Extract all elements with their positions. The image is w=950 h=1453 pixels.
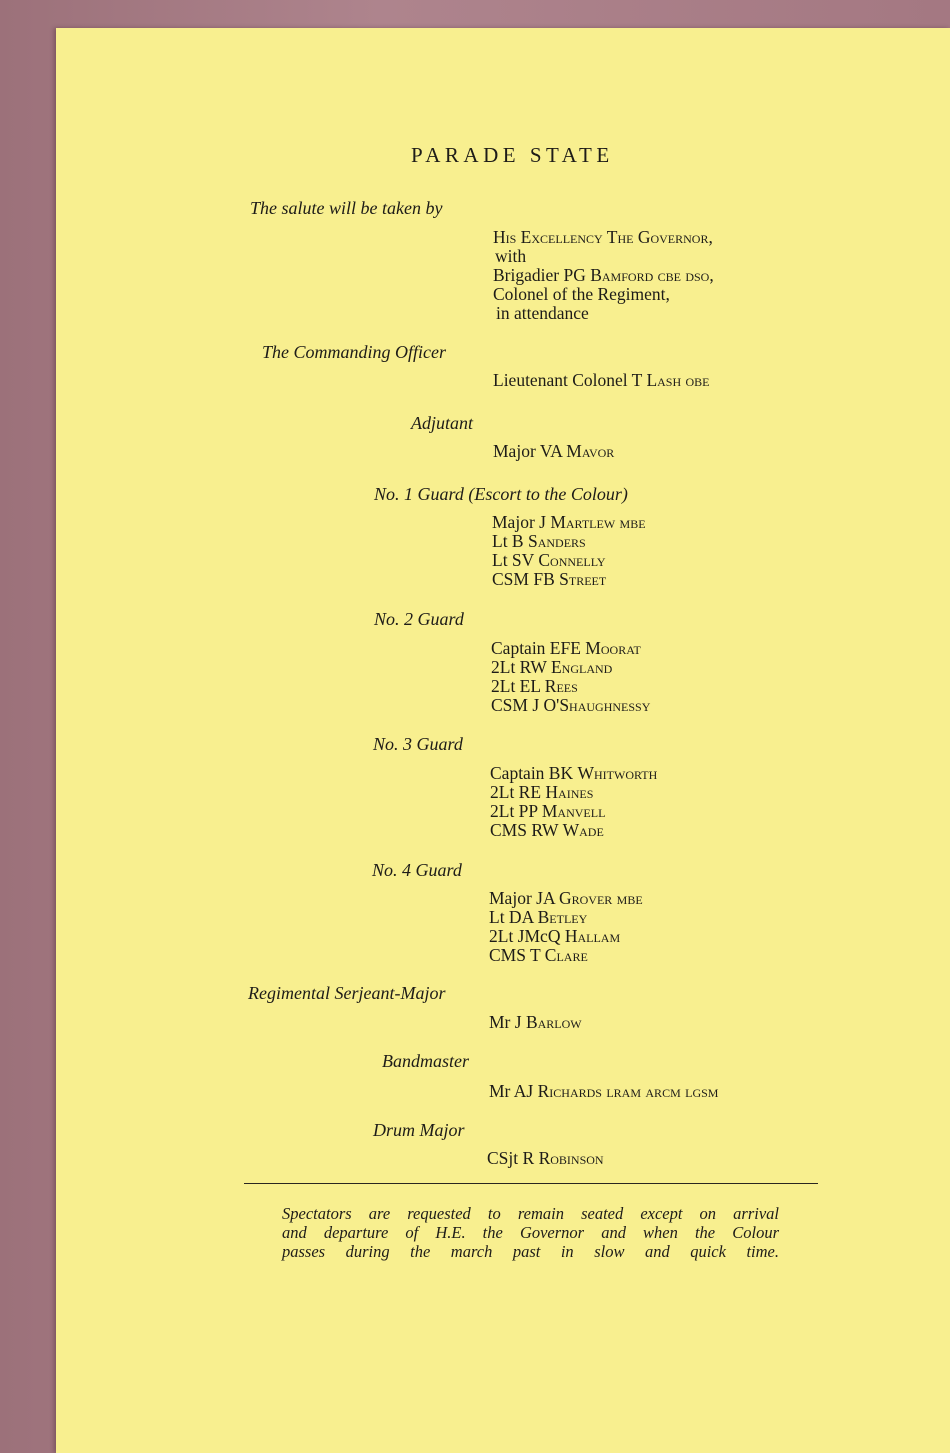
- name-line: 2Lt RE Haines: [490, 782, 594, 802]
- name-line: 2Lt JMcQ Hallam: [489, 926, 621, 946]
- name-line: CMS T Clare: [489, 945, 588, 965]
- name-line: Major VA Mavor: [493, 441, 615, 461]
- names-no3-guard: [490, 764, 657, 840]
- name-line: Captain BK Whitworth: [490, 763, 658, 783]
- names-adjutant: [493, 442, 614, 461]
- role-no4-guard: No. 4 Guard: [372, 860, 462, 880]
- role-regimental-serjeant-major: Regimental Serjeant-Major: [248, 983, 446, 1003]
- names-no4-guard: [489, 889, 643, 965]
- name-line: Lieutenant Colonel T Lash obe: [493, 370, 710, 390]
- divider-rule: [244, 1183, 818, 1184]
- page-title: PARADE STATE: [411, 143, 614, 167]
- role-salute: The salute will be taken by: [250, 198, 443, 218]
- role-commanding-officer: The Commanding Officer: [262, 342, 446, 362]
- role-no2-guard: No. 2 Guard: [374, 609, 464, 629]
- role-no3-guard: No. 3 Guard: [373, 734, 463, 754]
- name-line: CSM FB Street: [492, 569, 607, 589]
- name-line: in attendance: [496, 303, 589, 323]
- names-commanding-officer: [493, 371, 710, 390]
- names-salute: [493, 228, 714, 323]
- name-line: His Excellency The Governor,: [493, 227, 713, 247]
- parade-state-page: [56, 28, 950, 1453]
- role-adjutant: Adjutant: [411, 413, 473, 433]
- role-bandmaster: Bandmaster: [382, 1051, 469, 1071]
- name-line: Mr AJ Richards lram arcm lgsm: [489, 1081, 719, 1101]
- names-no2-guard: [491, 639, 650, 715]
- spectators-note: [282, 1204, 779, 1261]
- names-drum-major: [487, 1149, 604, 1168]
- names-no1-guard: [492, 513, 646, 589]
- note-line: Spectators are requested to remain seated except on arrival: [282, 1204, 779, 1223]
- note-line: and departure of H.E. the Governor and when the Colour: [282, 1223, 779, 1242]
- role-no1-guard: No. 1 Guard (Escort to the Colour): [374, 484, 628, 504]
- names-bandmaster: [489, 1082, 718, 1101]
- name-line: 2Lt EL Rees: [491, 676, 578, 696]
- names-regimental-serjeant-major: [489, 1013, 582, 1032]
- name-line: Major JA Grover mbe: [489, 888, 643, 908]
- name-line: 2Lt PP Manvell: [490, 801, 606, 821]
- name-line: Lt SV Connelly: [492, 550, 606, 570]
- name-line: CMS RW Wade: [490, 820, 604, 840]
- name-line: Mr J Barlow: [489, 1012, 582, 1032]
- name-line: Brigadier PG Bamford cbe dso,: [493, 265, 714, 285]
- name-line: Colonel of the Regiment,: [493, 284, 670, 304]
- name-line: CSjt R Robinson: [487, 1148, 604, 1168]
- role-drum-major: Drum Major: [373, 1120, 465, 1140]
- name-line: CSM J O'Shaughnessy: [491, 695, 651, 715]
- name-line: 2Lt RW England: [491, 657, 613, 677]
- name-line: Major J Martlew mbe: [492, 512, 646, 532]
- name-line: Lt B Sanders: [492, 531, 586, 551]
- name-line: Lt DA Betley: [489, 907, 588, 927]
- name-line: with: [495, 246, 527, 266]
- note-line: passes during the march past in slow and quick time.: [282, 1242, 779, 1261]
- name-line: Captain EFE Moorat: [491, 638, 641, 658]
